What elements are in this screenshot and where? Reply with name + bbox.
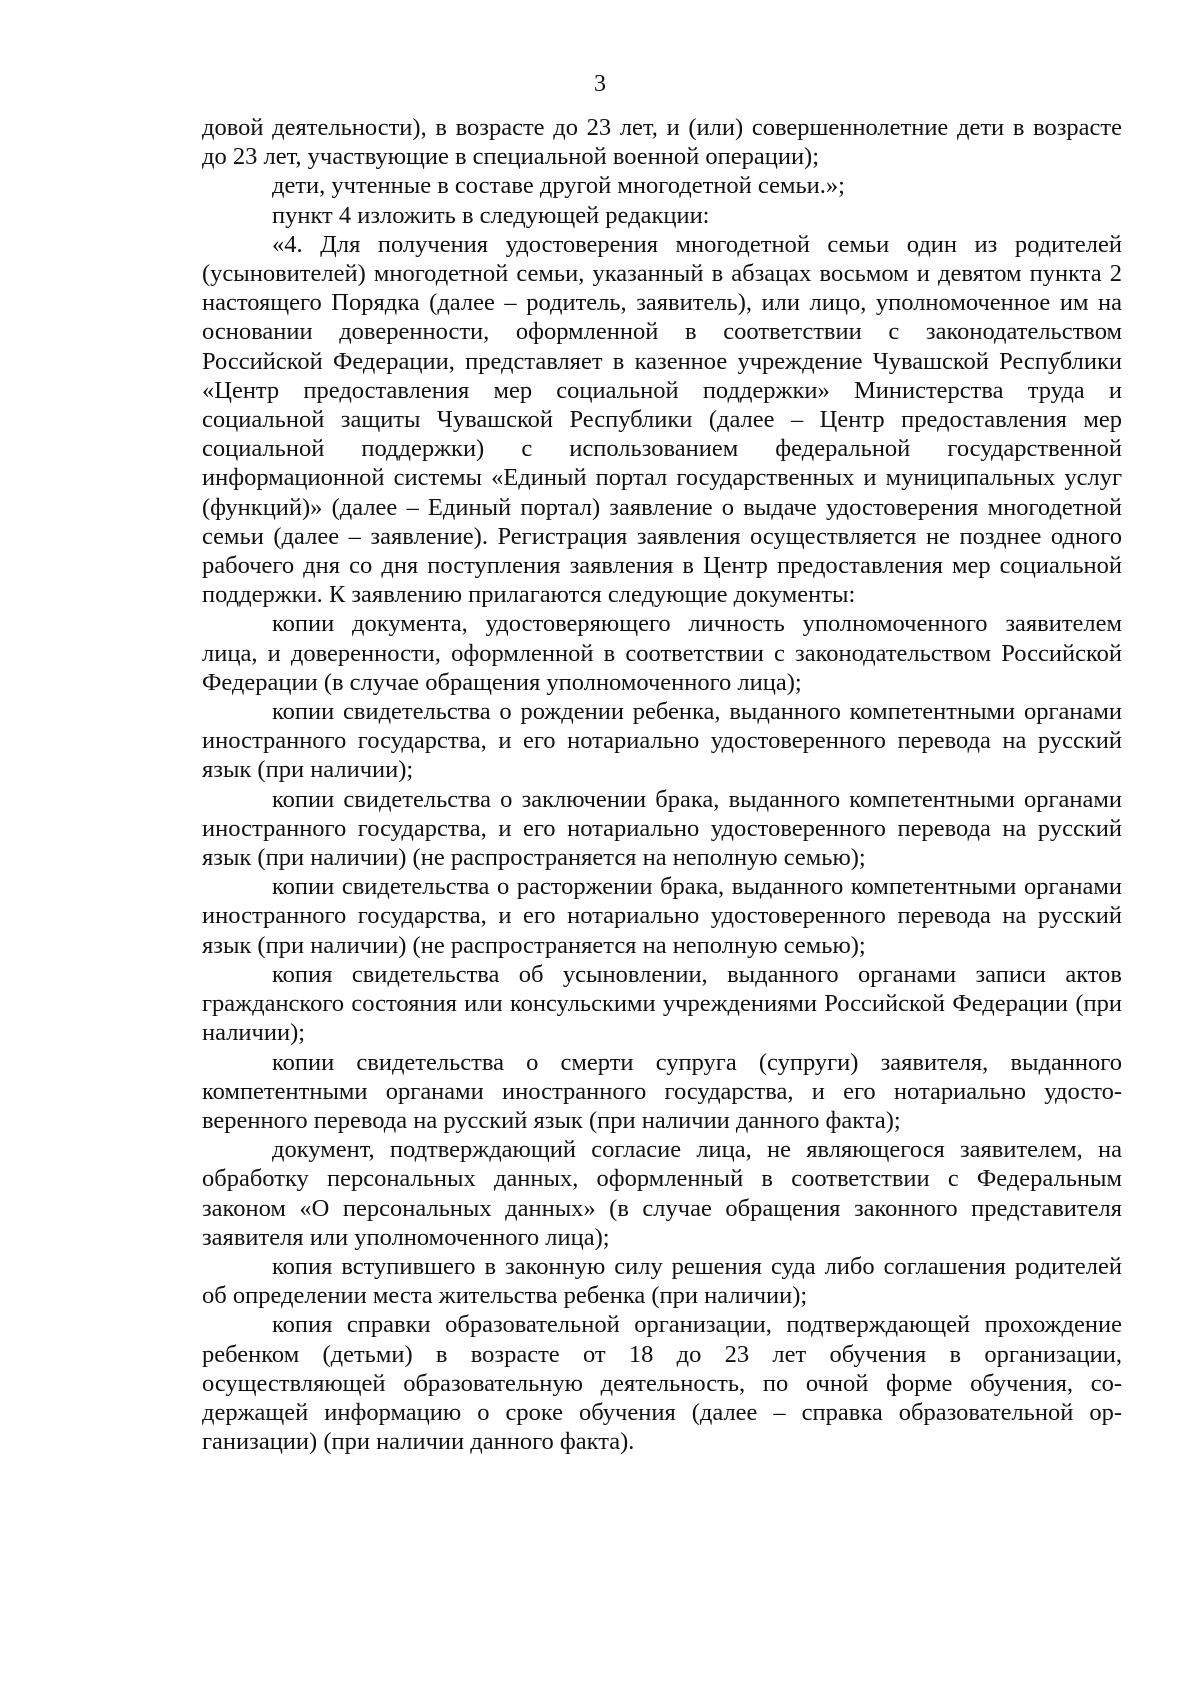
paragraph: копия справки образовательной организации, подтверждающей прохождение ребенком (детьми) в возрасте от 18 до 23 лет обучения в организации, осуществляющей образовательную деятельность, по очной форме обучения, содержащей информацию о сроке обучения (далее – справка образовательной организации) (при наличии данного факта). (202, 1311, 1122, 1456)
paragraph: «4. Для получения удостоверения многодетной семьи один из родителей (усыновителей) многодетной семьи, указанный в абзацах восьмом и девятом пункта 2 настоящего Порядка (далее – родитель, заявитель), или лицо, уполномоченное им на основании доверенности, оформленной в соответствии с законодательством Российской Федерации, представляет в казенное учреждение Чувашской Республики «Центр предоставления мер социальной поддержки» Министерства труда и социальной защиты Чувашской Республики (далее – Центр предоставления мер социальной поддержки) с использованием федеральной государственной информационной системы «Единый портал государственных и муниципальных услуг (функций)» (далее – Единый портал) заявление о выдаче удостоверения многодетной семьи (далее – заявление). Регистрация заявления осуществляется не позднее одного рабочего дня со дня поступления заявления в Центр предоставления мер социальной поддержки. К заявлению прилагаются следующие документы: (202, 230, 1122, 609)
paragraph: копии свидетельства о расторжении брака, выданного компетентными органами иностранного государства, и его нотариально удостоверенного перевода на русский язык (при наличии) (не распространяется на неполную семью); (202, 873, 1122, 959)
paragraph: пункт 4 изложить в следующей редакции: (272, 201, 710, 229)
paragraph: документ, подтверждающий согласие лица, не являющегося заявителем, на обработку персональных данных, оформленный в соответствии с Федеральным законом «О персональных данных» (в случае обращения законного представителя заявителя или уполномоченного лица); (202, 1136, 1122, 1251)
paragraph: копии свидетельства о заключении брака, выданного компетентными органами иностранного государства, и его нотариально удостоверенного перевода на русский язык (при наличии) (не распространяется на неполную семью); (202, 785, 1122, 872)
paragraph: дети, учтенные в составе другой многодетной семьи.»; (272, 172, 845, 200)
paragraph: копии свидетельства о рождении ребенка, выданного компетентными органами иностранного государства, и его нотариально удостоверенного перевода на русский язык (при наличии); (202, 698, 1122, 784)
paragraph: копии свидетельства о смерти супруга (супруги) заявителя, выданного компетентными органами иностранного государства, и его нотариально удостоверенного перевода на русский язык (при наличии данного факта); (202, 1048, 1122, 1134)
paragraph: копия свидетельства об усыновлении, выданного органами записи актов гражданского состояния или консульскими учреждениями Российской Федерации (при наличии); (202, 960, 1122, 1047)
page-number: 3 (594, 71, 606, 97)
paragraph: копии документа, удостоверяющего личность уполномоченного заявителем лица, и доверенности, оформленной в соответствии с законодательством Российской Федерации (в случае обращения уполномоченного лица); (202, 610, 1122, 696)
paragraph-continuation: довой деятельности), в возрасте до 23 лет, и (или) совершеннолетние дети в возрасте до 23 лет, участвующие в специальной военной операции); (202, 114, 1122, 171)
document-body (202, 113, 1122, 1456)
paragraph: копия вступившего в законную силу решения суда либо соглашения родителей об определении места жительства ребенка (при наличии); (202, 1252, 1122, 1310)
